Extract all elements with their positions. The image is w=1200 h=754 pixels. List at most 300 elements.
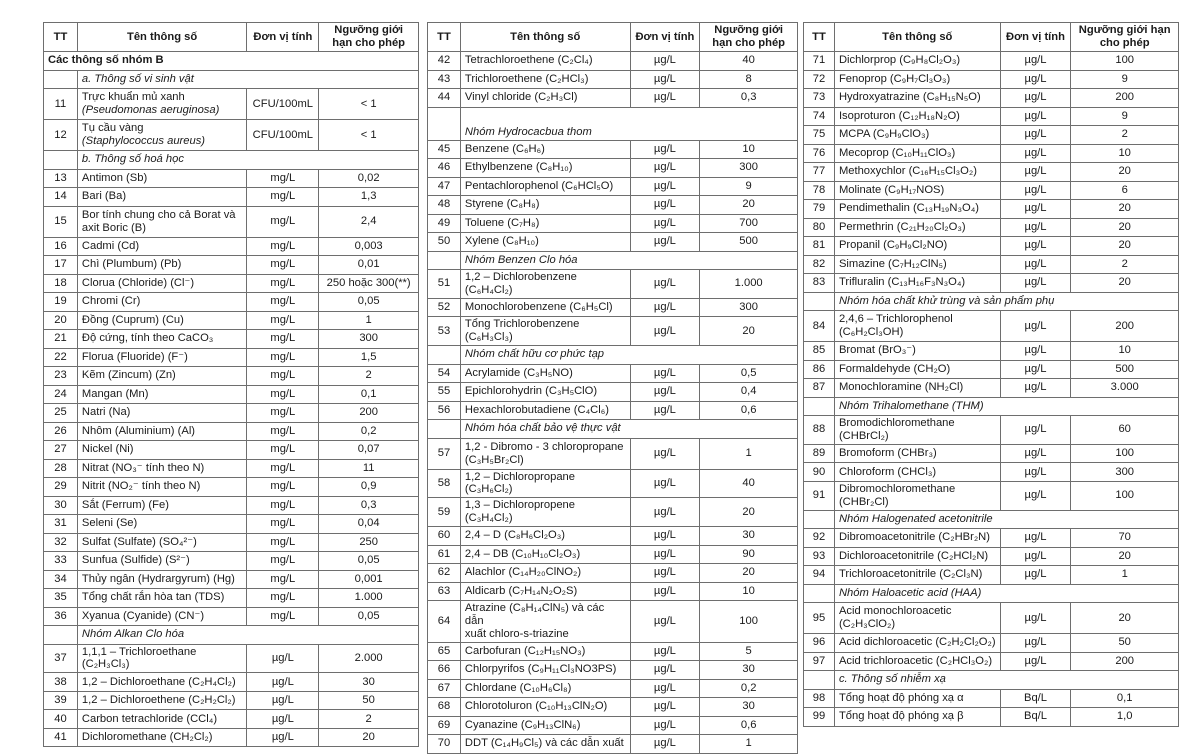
row-number: 63 [428,582,461,601]
parameter-name: 2,4 – D (C₈H₆Cl₂O₃) [460,527,630,546]
table-header [44,23,419,52]
table-row [804,218,1179,237]
unit: mg/L [247,367,319,386]
unit: µg/L [630,298,700,317]
row-number: 36 [44,607,78,626]
parameter-name: Formaldehyde (CH₂O) [834,360,1000,379]
unit: µg/L [1000,218,1071,237]
parameter-name-line2: (Pseudomonas aeruginosa) [81,104,220,116]
table-row [428,679,798,698]
parameter-name: Benzene (C₆H₆) [460,140,630,159]
limit-value: 200 [319,404,419,423]
limit-value: 2.000 [319,644,419,673]
row-number: 17 [44,256,78,275]
parameter-name: Bari (Ba) [77,188,246,207]
table-row [428,177,798,196]
limit-value: 0,05 [319,552,419,571]
unit: mg/L [247,570,319,589]
parameter-name-line1: Trực khuẩn mủ xanh [81,91,185,104]
parameter-name: Acrylamide (C₃H₅NO) [460,364,630,383]
row-number: 67 [428,679,461,698]
limit-value: 10 [700,582,798,601]
table-row [428,527,798,546]
table-row [428,214,798,233]
parameter-name: Propanil (C₉H₉Cl₂NO) [834,237,1000,256]
parameter-name: 1,2 – Dichloroethene (C₂H₂Cl₂) [77,691,246,710]
parameter-name: Monochlorobenzene (C₆H₅Cl) [460,298,630,317]
table-row [428,364,798,383]
parameter-name: Chromi (Cr) [77,293,246,312]
unit: mg/L [247,169,319,188]
limit-value: 2,4 [319,206,419,237]
limit-value: 200 [1071,89,1179,108]
parameter-name: 1,2 – Dichlorobenzene (C₆H₄Cl₂) [460,270,630,299]
parameter-name [460,438,630,469]
row-number: 45 [428,140,461,159]
empty-cell [804,671,835,690]
row-number: 89 [804,444,835,463]
parameter-name [77,89,246,120]
row-number: 62 [428,564,461,583]
unit: µg/L [630,401,700,420]
header-limit: Ngưỡng giới hạn cho phép [700,23,798,52]
unit: mg/L [247,515,319,534]
table-row [428,698,798,717]
header-limit: Ngưỡng giới hạn cho phép [319,23,419,52]
limit-value: 30 [700,527,798,546]
parameter-name: Styrene (C₈H₈) [460,196,630,215]
unit: µg/L [630,661,700,680]
limit-value: 6 [1071,181,1179,200]
limit-value: 200 [1071,652,1179,671]
row-number: 56 [428,401,461,420]
section-heading-row [44,626,419,645]
limit-value: 9 [1071,107,1179,126]
parameter-name: Bromoform (CHBr₃) [834,444,1000,463]
limit-value: 9 [1071,70,1179,89]
limit-value: 30 [700,698,798,717]
unit: µg/L [1000,200,1071,219]
table-row [428,196,798,215]
row-number: 74 [804,107,835,126]
limit-value: 3.000 [1071,379,1179,398]
table-row [44,710,419,729]
limit-value: 500 [1071,360,1179,379]
table-row [428,716,798,735]
unit: mg/L [247,274,319,293]
unit: µg/L [630,52,700,71]
table-row [804,634,1179,653]
table-header [428,23,798,52]
limit-value: 40 [700,52,798,71]
parameter-name [77,206,246,237]
table-row [804,200,1179,219]
parameter-name: Natri (Na) [77,404,246,423]
parameter-name [77,120,246,151]
table-row [428,70,798,89]
table-row [44,169,419,188]
row-number: 54 [428,364,461,383]
row-number: 61 [428,545,461,564]
table-row [428,498,798,527]
unit: µg/L [630,679,700,698]
empty-cell [44,70,78,89]
limit-value: 20 [700,317,798,346]
table-row [44,422,419,441]
section-heading-row [44,70,419,89]
row-number: 81 [804,237,835,256]
limit-value: 1,0 [1071,708,1179,727]
limit-value: 300 [700,298,798,317]
limit-value: 40 [700,469,798,498]
unit: mg/L [247,607,319,626]
parameter-name [834,311,1000,342]
section-heading: b. Thông số hoá học [77,151,418,170]
table-row [804,144,1179,163]
parameter-name: Xyanua (Cyanide) (CN⁻) [77,607,246,626]
parameter-name: Aldicarb (C₇H₁₄N₂O₂S) [460,582,630,601]
parameter-name-line2: (C₆H₂Cl₃OH) [838,326,904,338]
row-number: 96 [804,634,835,653]
table-row [44,237,419,256]
parameter-name: 1,3 – Dichloropropene (C₃H₄Cl₂) [460,498,630,527]
empty-cell [44,151,78,170]
unit: mg/L [247,385,319,404]
table-row [804,360,1179,379]
parameter-name: Xylene (C₈H₁₀) [460,233,630,252]
limit-value: 8 [700,70,798,89]
unit: mg/L [247,533,319,552]
limit-value: 0,05 [319,293,419,312]
parameter-name-line1: 1,2 - Dibromo - 3 chloropropane [464,440,624,453]
row-number: 13 [44,169,78,188]
parameter-name: Dibromoacetonitrile (C₂HBr₂N) [834,529,1000,548]
unit: µg/L [1000,126,1071,145]
limit-value: 0,04 [319,515,419,534]
parameter-name: Trichloroacetonitrile (C₂Cl₃N) [834,566,1000,585]
limit-value: 1 [1071,566,1179,585]
table-row [428,661,798,680]
table-row [428,564,798,583]
unit: mg/L [247,237,319,256]
section-heading: Nhóm hóa chất khử trùng và sản phẩm phụ [834,292,1178,311]
parameter-name-line2: (C₃H₅Br₂Cl) [464,453,524,466]
row-number: 38 [44,673,78,692]
parameter-name: Hydroxyatrazine (C₈H₁₅N₅O) [834,89,1000,108]
row-number: 34 [44,570,78,589]
table-row [804,566,1179,585]
unit: µg/L [1000,107,1071,126]
limit-value: 9 [700,177,798,196]
row-number: 12 [44,120,78,151]
unit: µg/L [630,364,700,383]
limit-value: 0,2 [700,679,798,698]
limit-value: 0,001 [319,570,419,589]
parameter-name: Tổng Trichlorobenzene (C₆H₃Cl₃) [460,317,630,346]
table-row [804,603,1179,634]
header-tt: TT [804,23,835,52]
unit: µg/L [630,642,700,661]
parameter-name: Chloroform (CHCl₃) [834,463,1000,482]
table-row [428,298,798,317]
section-heading: Nhóm hóa chất bảo vệ thực vật [460,420,797,439]
row-number: 20 [44,311,78,330]
section-heading-row [804,397,1179,416]
parameter-name: Fenoprop (C₉H₇Cl₃O₃) [834,70,1000,89]
unit: mg/L [247,589,319,608]
row-number: 72 [804,70,835,89]
table-row [804,255,1179,274]
parameter-name: DDT (C₁₄H₉Cl₅) và các dẫn xuất [460,735,630,754]
empty-cell [804,510,835,529]
limit-value: 0,6 [700,401,798,420]
table-row [804,463,1179,482]
empty-cell [428,346,461,365]
table-row [428,233,798,252]
row-number: 85 [804,342,835,361]
row-number: 42 [428,52,461,71]
row-number: 71 [804,52,835,71]
row-number: 90 [804,463,835,482]
row-number: 95 [804,603,835,634]
unit: Bq/L [1000,689,1071,708]
limit-value: 2 [319,710,419,729]
limit-value: 300 [319,330,419,349]
limit-value: 0,003 [319,237,419,256]
table-row [44,367,419,386]
limit-value: 90 [700,545,798,564]
unit: µg/L [247,710,319,729]
parameter-name: Tổng chất rắn hòa tan (TDS) [77,589,246,608]
parameter-name-line1: Acid monochloroacetic [838,605,952,618]
table-row [428,545,798,564]
table-row [428,642,798,661]
unit: µg/L [247,691,319,710]
unit: µg/L [1000,529,1071,548]
limit-value: 20 [1071,218,1179,237]
unit: mg/L [247,256,319,275]
unit: µg/L [630,140,700,159]
limit-value: 11 [319,459,419,478]
row-number: 27 [44,441,78,460]
limit-value: 200 [1071,311,1179,342]
table-row [44,607,419,626]
table-row [804,181,1179,200]
parameter-name-line2: axit Boric (B) [81,221,146,234]
limit-value: 2 [1071,126,1179,145]
row-number: 76 [804,144,835,163]
limit-value: 2 [1071,255,1179,274]
limit-value: 0,1 [319,385,419,404]
parameter-name: Mangan (Mn) [77,385,246,404]
limit-value: 0,5 [700,364,798,383]
row-number: 70 [428,735,461,754]
row-number: 79 [804,200,835,219]
table-row [804,689,1179,708]
parameter-name: Carbon tetrachloride (CCl₄) [77,710,246,729]
unit: mg/L [247,188,319,207]
limit-value: 50 [1071,634,1179,653]
table-row [428,401,798,420]
table-row [804,444,1179,463]
unit: µg/L [1000,360,1071,379]
table-row [44,188,419,207]
parameter-name: Toluene (C₇H₈) [460,214,630,233]
limit-value: 20 [1071,547,1179,566]
table-row [804,237,1179,256]
unit: mg/L [247,293,319,312]
table-row [44,330,419,349]
row-number: 18 [44,274,78,293]
unit: µg/L [630,214,700,233]
parameter-name: Antimon (Sb) [77,169,246,188]
table-row [428,735,798,754]
parameter-name: Acid trichloroacetic (C₂HCl₃O₂) [834,652,1000,671]
table-row [44,644,419,673]
parameter-name-line1: Tụ cầu vàng [81,122,144,135]
limit-value: 20 [700,196,798,215]
parameter-table-3 [803,22,1179,727]
limit-value: 700 [700,214,798,233]
unit: µg/L [1000,181,1071,200]
limit-value: 30 [319,673,419,692]
section-heading-row [804,671,1179,690]
table-row [44,311,419,330]
parameter-name: Acid dichloroacetic (C₂H₂Cl₂O₂) [834,634,1000,653]
limit-value: 20 [1071,603,1179,634]
parameter-name: Monochloramine (NH₂Cl) [834,379,1000,398]
table-row [428,52,798,71]
row-number: 50 [428,233,461,252]
row-number: 43 [428,70,461,89]
section-heading-row [428,107,798,140]
unit: µg/L [630,716,700,735]
unit: mg/L [247,311,319,330]
limit-value: 0,4 [700,383,798,402]
row-number: 40 [44,710,78,729]
row-number: 58 [428,469,461,498]
unit: µg/L [630,438,700,469]
table-row [428,270,798,299]
row-number: 37 [44,644,78,673]
parameter-name: Bromat (BrO₃⁻) [834,342,1000,361]
limit-value: 0,6 [700,716,798,735]
parameter-name: 1,1,1 – Trichloroethane (C₂H₃Cl₃) [77,644,246,673]
unit: µg/L [630,270,700,299]
table-row [44,274,419,293]
limit-value: 10 [1071,342,1179,361]
limit-value: 20 [319,728,419,747]
table-row [804,416,1179,445]
unit: µg/L [247,673,319,692]
parameter-name: Dichloromethane (CH₂Cl₂) [77,728,246,747]
parameter-name: Nickel (Ni) [77,441,246,460]
row-number: 92 [804,529,835,548]
unit: CFU/100mL [247,120,319,151]
row-number: 52 [428,298,461,317]
row-number: 23 [44,367,78,386]
unit: µg/L [1000,311,1071,342]
parameter-name: Chì (Plumbum) (Pb) [77,256,246,275]
limit-value: 1.000 [319,589,419,608]
unit: µg/L [630,601,700,643]
row-number: 33 [44,552,78,571]
empty-cell [804,397,835,416]
parameter-name: Vinyl chloride (C₂H₃Cl) [460,89,630,108]
row-number: 55 [428,383,461,402]
empty-cell [44,626,78,645]
unit: µg/L [630,233,700,252]
header-name: Tên thông số [834,23,1000,52]
row-number: 86 [804,360,835,379]
unit: µg/L [630,545,700,564]
parameter-name [460,601,630,643]
unit: CFU/100mL [247,89,319,120]
unit: µg/L [1000,144,1071,163]
table-row [428,438,798,469]
parameter-name: Tổng hoạt độ phóng xạ β [834,708,1000,727]
row-number: 24 [44,385,78,404]
unit: µg/L [1000,163,1071,182]
table-header [804,23,1179,52]
parameter-name: Cadmi (Cd) [77,237,246,256]
unit: µg/L [630,89,700,108]
row-number: 31 [44,515,78,534]
parameter-name: Cyanazine (C₉H₁₃ClN₆) [460,716,630,735]
table-row [44,673,419,692]
limit-value: 0,02 [319,169,419,188]
section-heading: c. Thông số nhiễm xạ [834,671,1178,690]
table-row [44,441,419,460]
parameter-name: Pentachlorophenol (C₆HCl₅O) [460,177,630,196]
row-number: 19 [44,293,78,312]
limit-value: < 1 [319,89,419,120]
parameter-name: Trichloroethene (C₂HCl₃) [460,70,630,89]
row-number: 53 [428,317,461,346]
table-row [428,317,798,346]
table-row [428,383,798,402]
table-row [804,342,1179,361]
empty-cell [428,420,461,439]
unit: µg/L [630,698,700,717]
limit-value: 500 [700,233,798,252]
parameter-name: Methoxychlor (C₁₆H₁₅Cl₃O₂) [834,163,1000,182]
parameter-name: Isoproturon (C₁₂H₁₈N₂O) [834,107,1000,126]
unit: mg/L [247,422,319,441]
row-number: 47 [428,177,461,196]
parameter-name [834,603,1000,634]
parameter-name: Hexachlorobutadiene (C₄Cl₆) [460,401,630,420]
section-heading-row [44,151,419,170]
unit: mg/L [247,478,319,497]
row-number: 93 [804,547,835,566]
row-number: 77 [804,163,835,182]
section-heading-row [428,346,798,365]
table-row [44,89,419,120]
unit: µg/L [630,527,700,546]
row-number: 69 [428,716,461,735]
row-number: 30 [44,496,78,515]
row-number: 98 [804,689,835,708]
group-heading: Các thông số nhóm B [44,52,419,71]
unit: µg/L [630,317,700,346]
limit-value: 10 [1071,144,1179,163]
table-row [804,529,1179,548]
parameter-name: 2,4 – DB (C₁₀H₁₀Cl₂O₃) [460,545,630,564]
parameter-table-1 [43,22,419,747]
parameter-name: Độ cứng, tính theo CaCO₃ [77,330,246,349]
row-number: 91 [804,481,835,510]
